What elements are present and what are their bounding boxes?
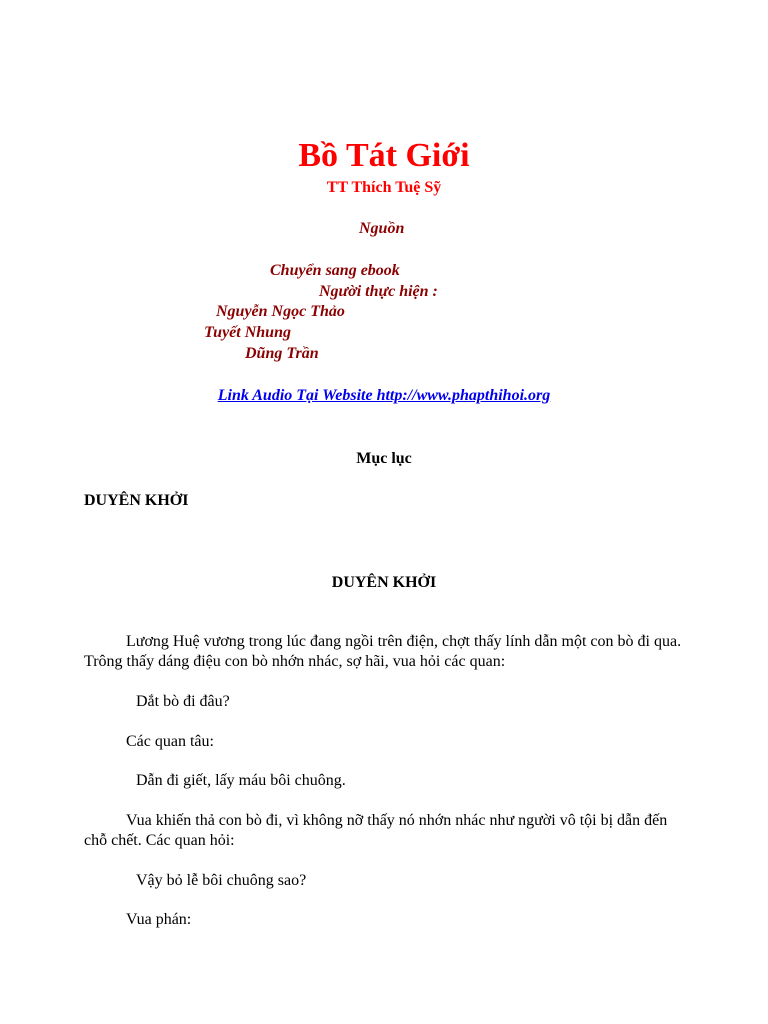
source-label: Nguồn xyxy=(359,220,405,237)
paragraph: Lương Huệ vương trong lúc đang ngồi trên điện, chợt thấy lính dẫn một con bò đi qua. Trông thấy dáng điệu con bò nhớn nhác, sợ hãi, vua hỏi các quan: xyxy=(84,633,682,670)
paragraph-line: Vua phán: xyxy=(126,911,192,928)
paragraph-line: Các quan tâu: xyxy=(126,733,214,750)
ebook-label: Chuyển sang ebook xyxy=(270,262,400,279)
toc-item-duyen-khoi[interactable]: DUYÊN KHỞI xyxy=(84,492,189,509)
performer-name: Nguyễn Ngọc Thảo xyxy=(216,303,345,320)
toc-heading: Mục lục xyxy=(356,450,412,467)
dialogue-line: Dẫn đi giết, lấy máu bôi chuông. xyxy=(136,772,346,789)
dialogue-line: Vậy bỏ lễ bôi chuông sao? xyxy=(136,872,307,889)
audio-website-link[interactable]: Link Audio Tại Website http://www.phapthihoi.org xyxy=(217,387,551,404)
document-title: Bồ Tát Giới xyxy=(298,137,470,174)
paragraph: Vua khiến thả con bò đi, vì không nỡ thấy nó nhớn nhác như người vô tội bị dẫn đến chỗ chết. Các quan hỏi: xyxy=(84,812,668,849)
performer-name: Dũng Trần xyxy=(245,345,319,362)
performers-label: Người thực hiện : xyxy=(319,283,438,300)
dialogue-line: Dắt bò đi đâu? xyxy=(136,693,230,710)
chapter-heading: DUYÊN KHỞI xyxy=(331,574,437,591)
author-name: TT Thích Tuệ Sỹ xyxy=(326,179,442,196)
performer-name: Tuyết Nhung xyxy=(204,324,291,341)
